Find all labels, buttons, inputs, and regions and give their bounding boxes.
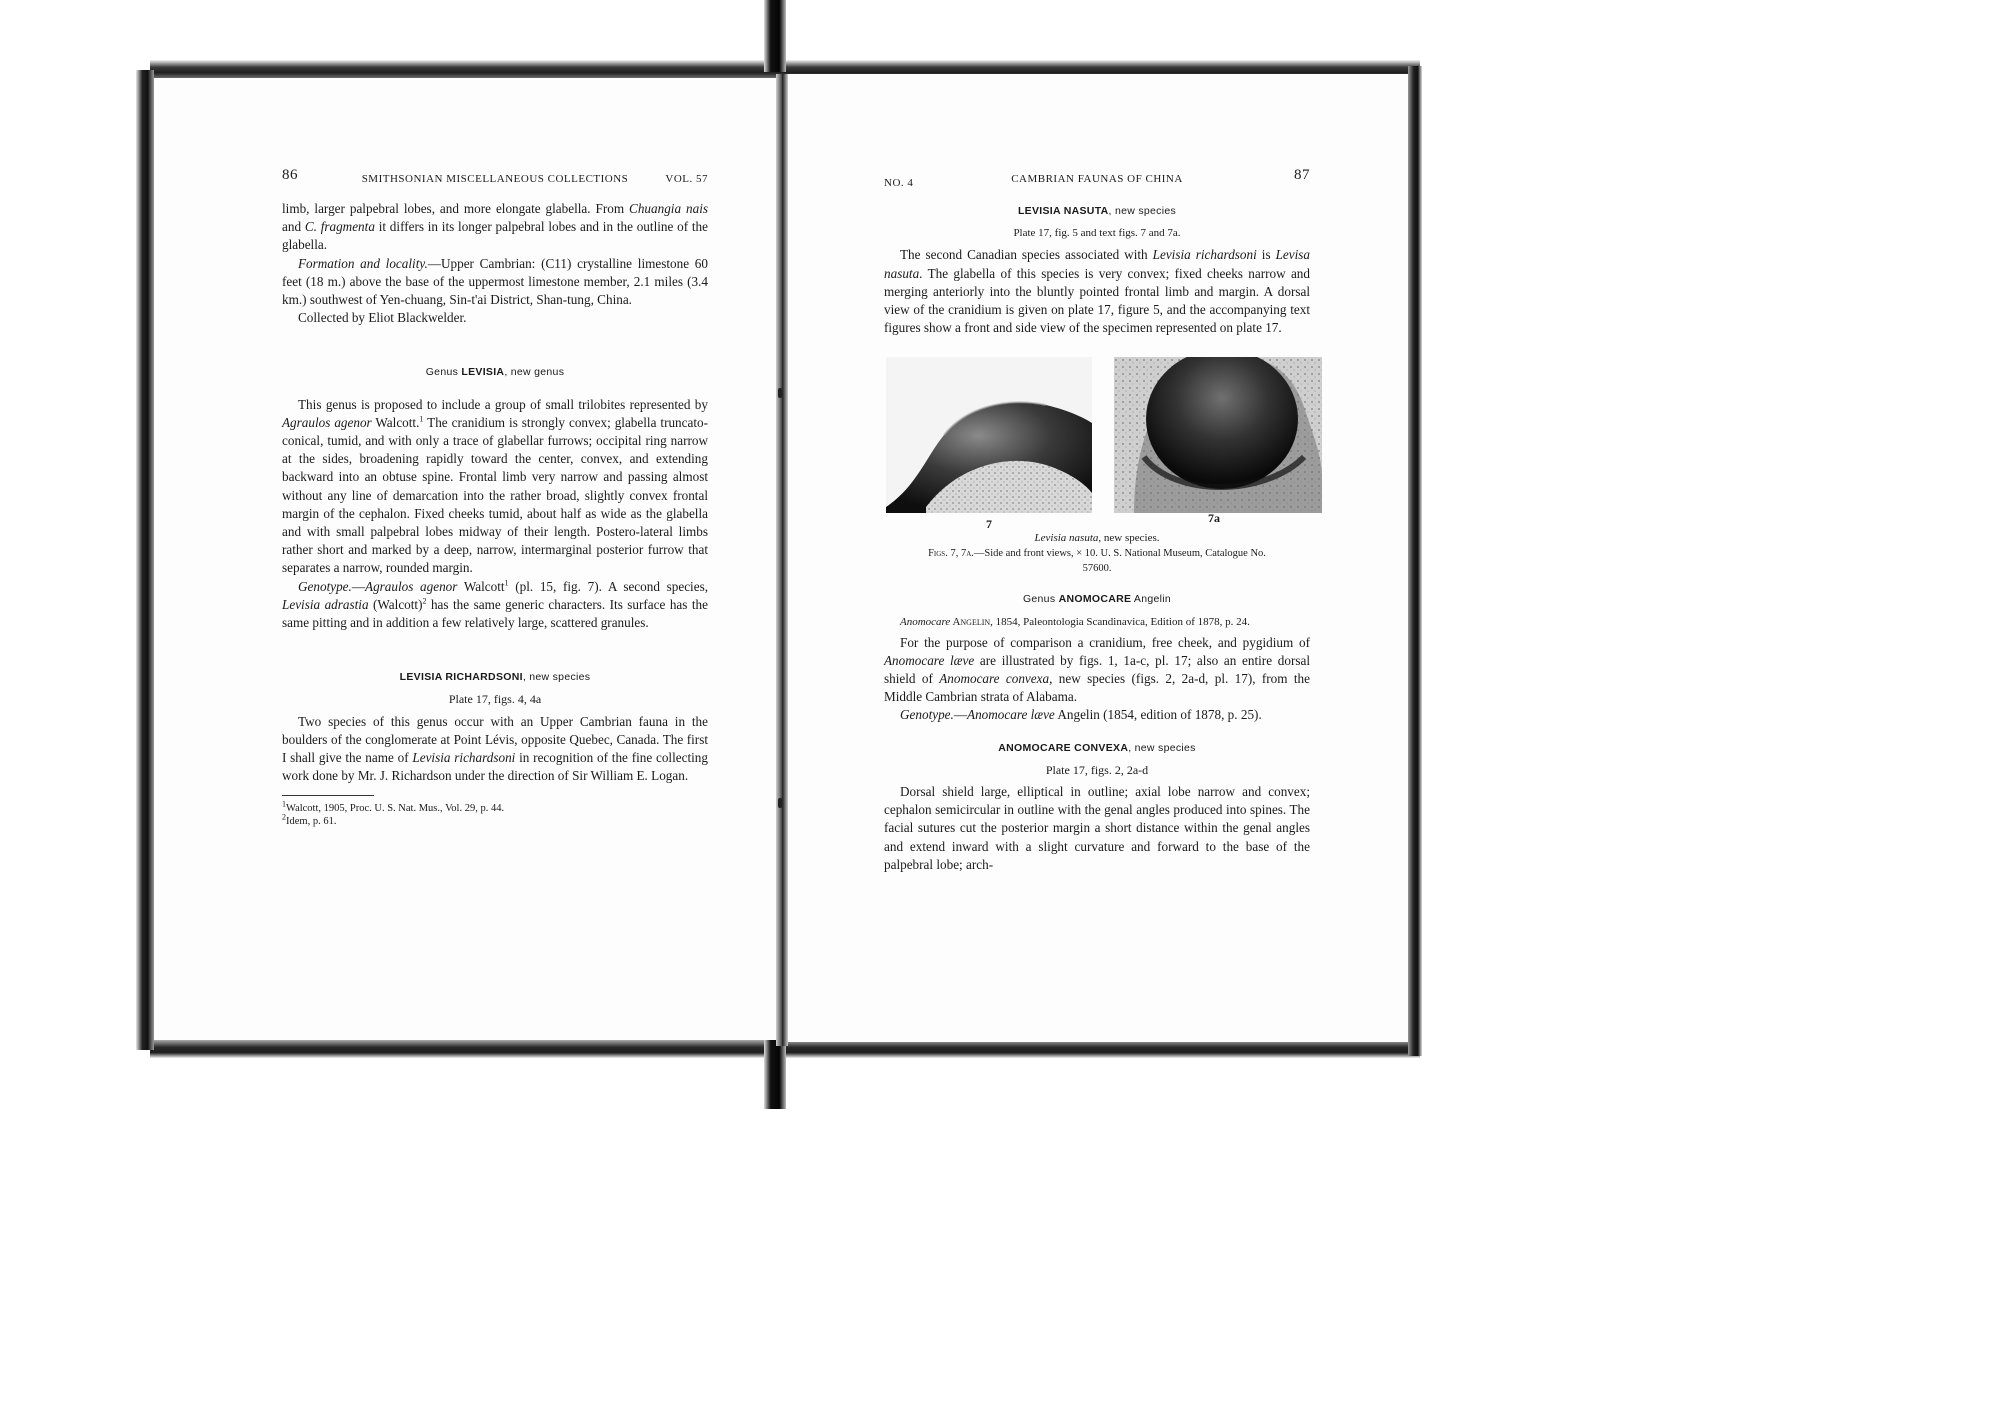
figure-label-7a: 7a <box>1208 511 1220 526</box>
page-number: 86 <box>282 167 298 183</box>
footnote: $^2$Idem, p. 61. <box>282 812 337 828</box>
right-page-text <box>884 168 1310 874</box>
plate-reference: Plate 17, figs. 4, 4a <box>448 692 542 707</box>
footnote-rule <box>282 795 374 796</box>
anomocare-paragraph: For the purpose of comparison a cranidium, free cheek, and pygidium of Anomocare læve are illustrated by figs. 1, 1a-c, pl. 17; also an entire dorsal shield of Anomocare convexa, new species (figs. 2, 2a-d, pl. 17), from the Middle Cambrian strata of Alabama. <box>884 634 1310 705</box>
figure-caption-detail: Figs. 7, 7a.—Side and front views, × 10. U. S. National Museum, Catalogue No. 57600. <box>928 548 1266 575</box>
fossil-front-view-image <box>1114 357 1322 513</box>
volume-label: VOL. 57 <box>665 173 708 185</box>
richardsoni-paragraph: Two species of this genus occur with an Upper Cambrian fauna in the boulders of the conglomerate at Point Lévis, opposite Quebec, Canada. The first I shall give the name of Levisia richardsoni in recognition of the fine collecting work done by Mr. J. Richardson under the direction of Sir William E. Logan. <box>282 713 708 784</box>
book-cover-right-edge <box>1408 66 1422 1056</box>
page-number: 87 <box>1294 167 1310 183</box>
levisia-nasuta-heading: LEVISIA NASUTA, new species <box>1017 205 1177 217</box>
intro-paragraph: limb, larger palpebral lobes, and more elongate glabella. From Chuangia nais and C. fragmenta it differs in its longer palpebral lobes and in the outline of the glabella. <box>282 201 708 253</box>
plate-reference: Plate 17, fig. 5 and text figs. 7 and 7a. <box>1013 227 1181 240</box>
left-running-head <box>282 168 708 200</box>
convexa-paragraph: Dorsal shield large, elliptical in outline; axial lobe narrow and convex; cephalon semicircular in outline with the genal angles produced into spines. The facial sutures cut the posterior margin a short distance within the genal angles and extend inward with a slight curvature and forward to the base of the palpebral lobe; arch- <box>884 784 1310 872</box>
book-cover-left-edge <box>136 70 154 1050</box>
running-title: SMITHSONIAN MISCELLANEOUS COLLECTIONS <box>361 173 629 185</box>
left-page-text <box>282 168 708 828</box>
levisia-richardsoni-heading: LEVISIA RICHARDSONI, new species <box>399 671 591 684</box>
genus-anomocare-heading: Genus ANOMOCARE Angelin <box>1022 593 1172 606</box>
anomocare-citation: Anomocare Angelin, 1854, Paleontologia Scandinavica, Edition of 1878, p. 24. <box>900 615 1250 628</box>
anomocare-convexa-heading: ANOMOCARE CONVEXA, new species <box>998 741 1196 754</box>
book-spine-top <box>764 0 786 72</box>
genus-levisia-heading: Genus LEVISIA, new genus <box>425 366 565 379</box>
genus-description-paragraph: This genus is proposed to include a group of small trilobites represented by Agraulos agenor Walcott.$^1$ The cranidium is strongly convex; glabella truncato-conical, tumid, and with only a trace of glabellar furrows; occipital ring narrow at the sides, broadening rapidly toward the center, convex, and extending backward into an obtuse spine. Frontal limb very narrow and passing almost without any line of demarcation into the rather broad, slightly convex frontal margin of the cephalon. Fixed cheeks tumid, about half as wide as the glabella and with small palpebral lobes midway of their length. Postero-lateral limbs rather short and marked by a deep, narrow, intermarginal posterior furrow that separates a narrow, rounded margin. <box>282 396 708 576</box>
running-title: CAMBRIAN FAUNAS OF CHINA <box>1011 173 1183 185</box>
figure-label-7: 7 <box>986 517 992 532</box>
plate-reference: Plate 17, figs. 2, 2a-d <box>1045 762 1149 777</box>
collected-line: Collected by Eliot Blackwelder. <box>298 310 467 326</box>
genotype-paragraph: Genotype.—Agraulos agenor Walcott$^1$ (pl. 15, fig. 7). A second species, Levisia adrastia $(Walcott)^2$ has the same generic characters. Its surface has the same pitting and in addition a few relatively large, scattered granules. <box>282 578 708 631</box>
footnote: $^1$Walcott, 1905, Proc. U. S. Nat. Mus., Vol. 29, p. 44. <box>282 799 505 815</box>
figure-labels <box>884 513 1310 531</box>
right-running-head <box>884 168 1310 200</box>
formation-paragraph: Formation and locality.—Upper Cambrian: (C11) crystalline limestone 60 feet (18 m.) above the base of the uppermost limestone member, 2.1 miles (3.4 km.) southwest of Yen-chuang, Sin-t'ai District, Shan-tung, China. <box>282 255 708 308</box>
gutter-mark <box>778 798 782 808</box>
book-gutter <box>776 74 788 1046</box>
figure-caption-title: Levisia nasuta, new species. <box>1034 532 1160 545</box>
fossil-side-view-image <box>886 357 1092 513</box>
book-spine-bottom <box>764 1040 786 1109</box>
figure-7 <box>884 357 1310 513</box>
gutter-mark <box>778 388 782 398</box>
nasuta-paragraph: The second Canadian species associated with Levisia richardsoni is Levisa nasuta. The glabella of this species is very convex; fixed cheeks narrow and merging anteriorly into the bluntly pointed frontal limb and margin. A dorsal view of the cranidium is given on plate 17, figure 5, and the accompanying text figures show a front and side view of the specimen represented on plate 17. <box>884 247 1311 336</box>
anomocare-genotype: Genotype.—Anomocare læve Angelin (1854, edition of 1878, p. 25). <box>900 707 1262 723</box>
issue-number: NO. 4 <box>884 177 914 189</box>
